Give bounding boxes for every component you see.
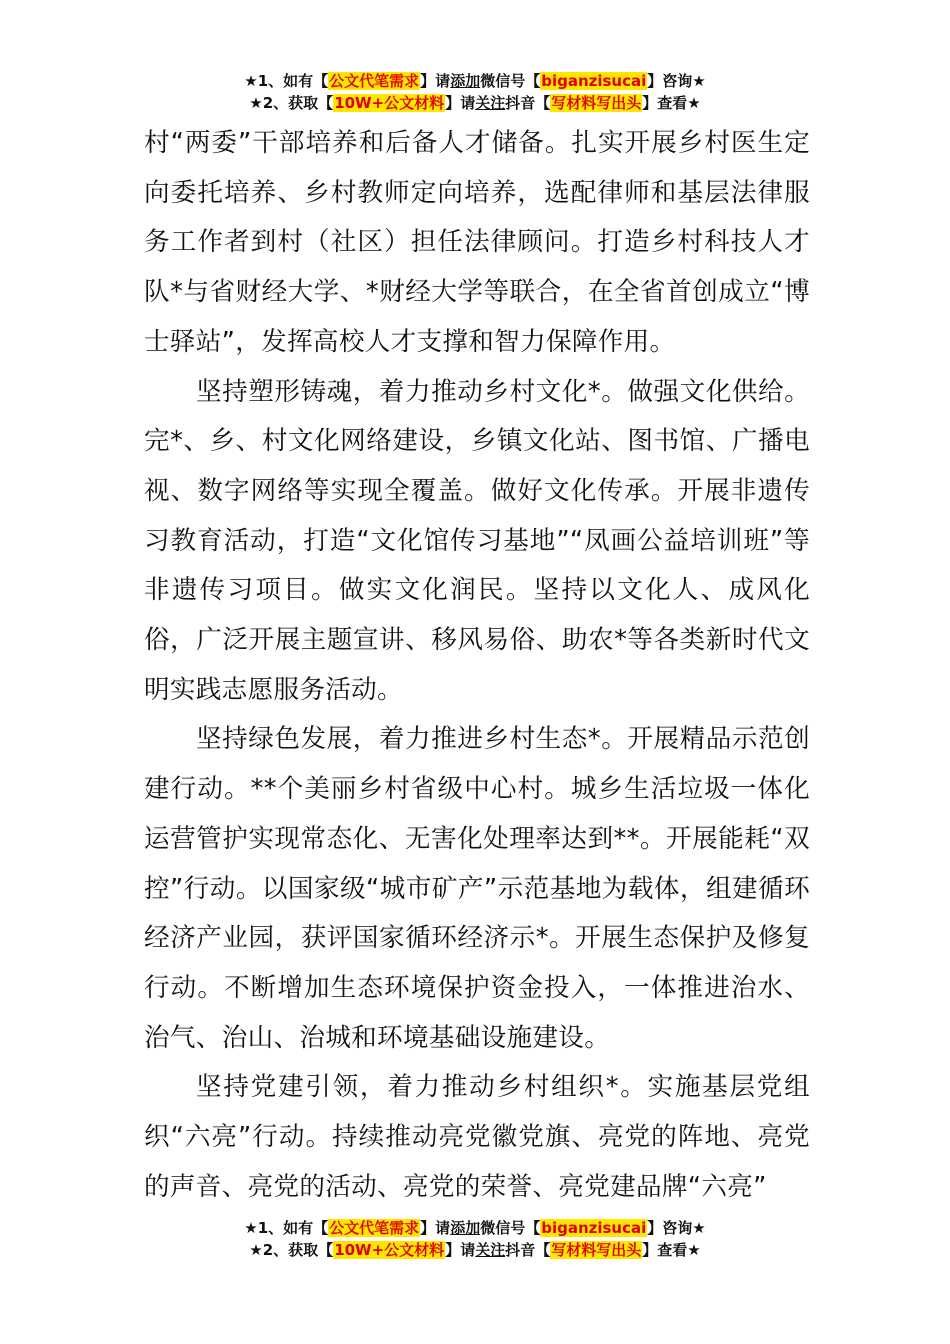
banner-text: ★1、如有【 [244,1219,329,1237]
header-banner-line-2 [0,92,950,114]
banner-highlight-douyin: 写材料写出头 [551,94,642,112]
footer-banner [0,1217,950,1261]
banner-text: 】查看★ [642,94,701,112]
banner-highlight-douyin: 写材料写出头 [551,1241,642,1259]
paragraph-4: 坚持党建引领，着力推动乡村组织*。实施基层党组织“六亮”行动。持续推动亮党徽党旗、亮党的阵地、亮党的声音、亮党的活动、亮党的荣誉、亮党建品牌“六亮” [144,1072,810,1202]
paragraph-3: 坚持绿色发展，着力推进乡村生态*。开展精品示范创建行动。**个美丽乡村省级中心村。城乡生活垃圾一体化运营管护实现常态化、无害化处理率达到**。开展能耗“双控”行动。以国家级“城市矿产”示范基地为载体，组建循环经济产业园，获评国家循环经济示*。开展生态保护及修复行动。不断增加生态环境保护资金投入，一体推进治水、治气、治山、治城和环境基础设施建设。 [144,724,810,1053]
banner-text: 微信号【 [480,1219,541,1237]
banner-highlight: 10W+公文材料 [334,94,445,112]
banner-text: 抖音【 [505,94,551,112]
banner-highlight: 公文代笔需求 [329,72,420,90]
banner-underline-text: 添加 [450,1219,481,1237]
banner-highlight-wechat: biganzisucai [541,1219,647,1237]
document-body [144,119,810,1212]
banner-underline-text: 关注 [475,94,506,112]
footer-banner-line-2 [0,1239,950,1261]
footer-banner-line-1 [0,1217,950,1239]
banner-underline-text: 关注 [475,1241,506,1259]
header-banner [0,70,950,114]
banner-text: ★2、获取【 [249,94,334,112]
banner-text: 】请 [420,1219,451,1237]
banner-text: 抖音【 [505,1241,551,1259]
banner-text: 】请 [445,1241,476,1259]
banner-underline-text: 添加 [450,72,481,90]
banner-text: 微信号【 [480,72,541,90]
banner-text: ★2、获取【 [249,1241,334,1259]
paragraph-2: 坚持塑形铸魂，着力推动乡村文化*。做强文化供给。完*、乡、村文化网络建设，乡镇文化站、图书馆、广播电视、数字网络等实现全覆盖。做好文化传承。开展非遗传习教育活动，打造“文化馆传习基地”“凤画公益培训班”等非遗传习项目。做实文化润民。坚持以文化人、成风化俗，广泛开展主题宣讲、移风易俗、助农*等各类新时代文明实践志愿服务活动。 [144,376,810,705]
paragraph-1: 村“两委”干部培养和后备人才储备。扎实开展乡村医生定向委托培养、乡村教师定向培养，选配律师和基层法律服务工作者到村（社区）担任法律顾问。打造乡村科技人才队*与省财经大学、*财经大学等联合，在全省首创成立“博士驿站”，发挥高校人才支撑和智力保障作用。 [144,128,810,357]
banner-text: 】请 [445,94,476,112]
banner-highlight: 10W+公文材料 [334,1241,445,1259]
banner-highlight-wechat: biganzisucai [541,72,647,90]
header-banner-line-1 [0,70,950,92]
banner-text: 】查看★ [642,1241,701,1259]
banner-text: ★1、如有【 [244,72,329,90]
banner-text: 】咨询★ [647,72,706,90]
banner-text: 】请 [420,72,451,90]
banner-text: 】咨询★ [647,1219,706,1237]
banner-highlight: 公文代笔需求 [329,1219,420,1237]
